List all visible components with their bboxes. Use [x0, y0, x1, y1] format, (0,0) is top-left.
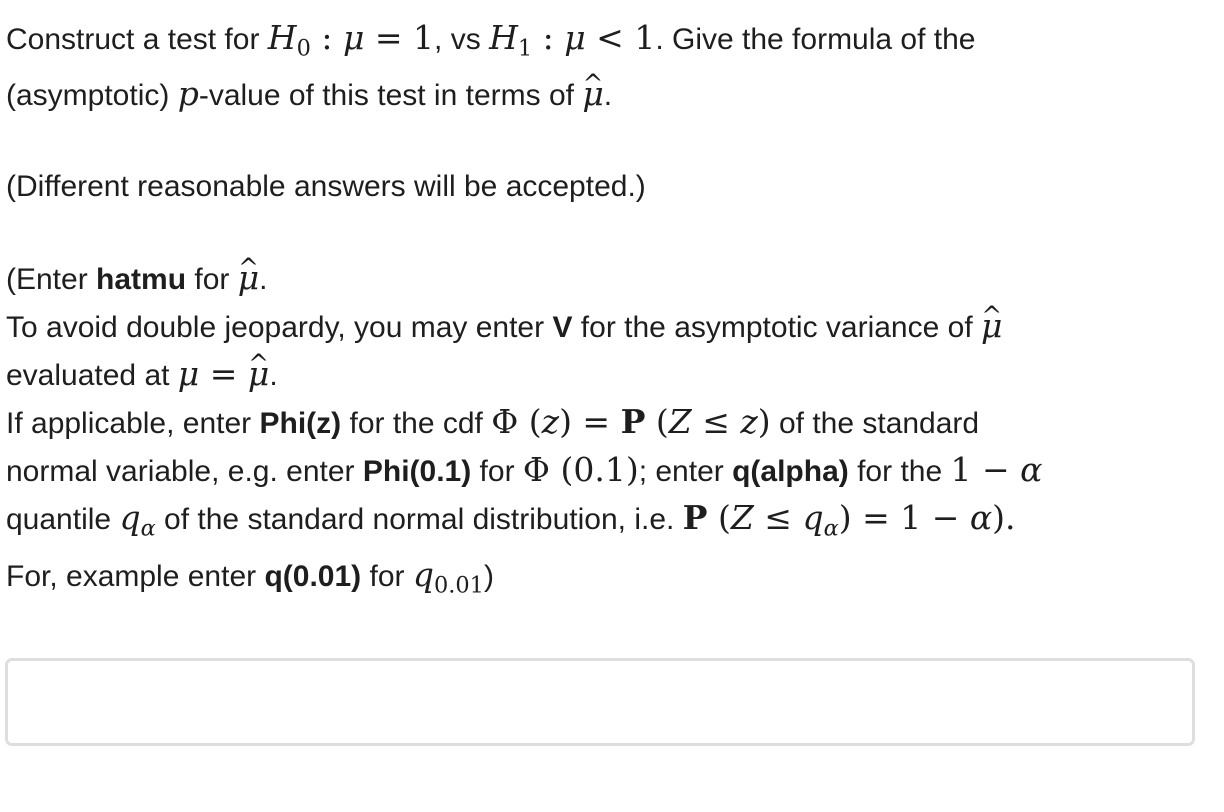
question-prompt: [6, 15, 1206, 119]
keyword-phi-0-1: Phi(0.1): [362, 455, 472, 489]
math-phi: Φ: [491, 402, 519, 442]
math-colon: :: [532, 18, 565, 57]
keyword-v: V: [552, 311, 573, 345]
math-mu: μ: [564, 18, 586, 57]
math-lt-1: < 1: [585, 18, 656, 57]
keyword-phi-z: Phi(z): [259, 407, 342, 441]
keyword-q-alpha: q(alpha): [732, 455, 849, 489]
math-alpha: α: [969, 498, 993, 538]
math-q-alpha: qα: [802, 498, 839, 542]
math-muhat: ^ μ: [248, 351, 269, 397]
prompt-text: Construct a test for: [6, 23, 268, 56]
question-content: [6, 0, 1206, 722]
accept-note: (Different reasonable answers will be accepted.): [6, 170, 646, 204]
math-H1: $H_1$: [489, 18, 533, 62]
math-H0: $H_0$: [267, 18, 311, 62]
math-muhat: ^ μ: [238, 255, 259, 301]
keyword-hatmu: hatmu: [96, 263, 187, 297]
math-q-alpha: qα: [119, 498, 156, 542]
math-phi: Φ: [522, 450, 550, 490]
math-colon: :: [310, 18, 343, 57]
math-mu: μ: [342, 18, 365, 57]
keyword-q-0-01: q(0.01): [264, 559, 362, 593]
p-value-input[interactable]: [5, 658, 1195, 746]
prompt-text: , vs: [434, 23, 490, 56]
prompt-text: -value of this test in terms of: [198, 79, 583, 113]
prompt-text: .: [603, 79, 613, 113]
math-prob: P: [682, 498, 708, 538]
math-q-001: $q_{0.01}$: [412, 554, 484, 598]
math-muhat: ^ μ: [981, 303, 1002, 349]
input-instructions: (Enter hatmu for ^ μ. To avoid double jeopardy, you may enter V for the asymptotic variance of ^ μ evaluated at μ = ^ μ. If applicable, enter Phi(z) for the cdf Φ (z) = P (Z ≤ z) of the standard normal variable, e.g. enter Phi(0.1) for Φ (0.1); enter q(alpha) for the 1 − α quantile qα of the standard normal distribution, i.e. P (Z ≤ qα) = 1 − α). For, example enter q(0.01) for $q_{0.01}$): [6, 255, 1206, 608]
math-alpha: α: [1020, 450, 1043, 490]
math-mu: μ: [177, 354, 200, 394]
math-eq-1: = 1: [364, 18, 435, 57]
math-muhat: ^ μ: [582, 71, 603, 117]
math-prob: P: [620, 402, 646, 442]
prompt-text: . Give the formula of the: [655, 23, 976, 56]
math-p: p: [177, 74, 199, 114]
prompt-text: (asymptotic): [6, 79, 178, 113]
